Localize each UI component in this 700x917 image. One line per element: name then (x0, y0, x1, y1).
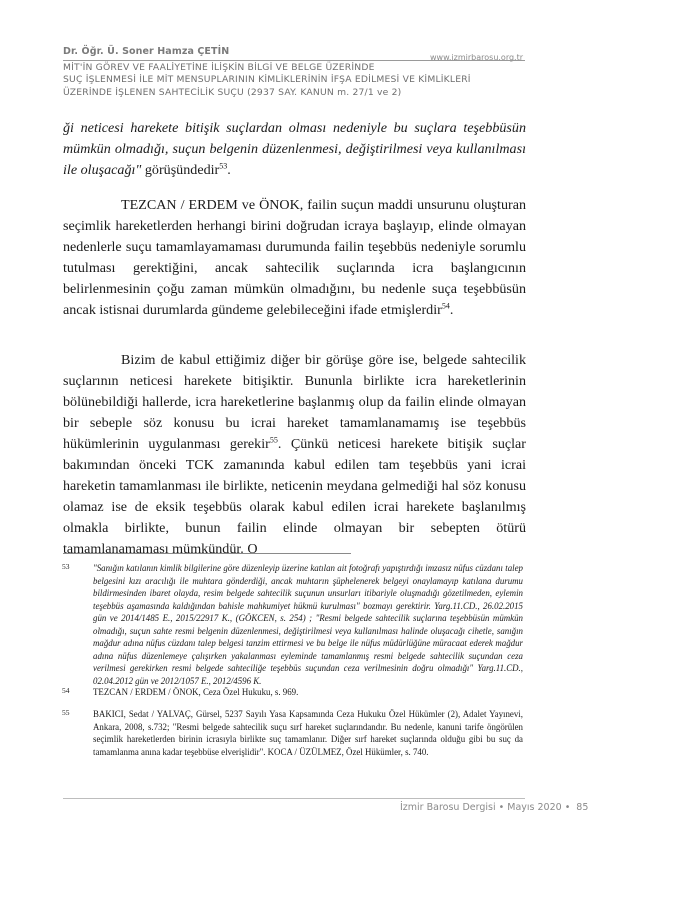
section-title-line-3: ÜZERİNDE İŞLENEN SAHTECİLİK SUÇU (2937 SAY. KANUN m. 27/1 ve 2) (63, 86, 402, 98)
quoted-passage: ği neticesi harekete bitişik suçlardan olması nedeniyle bu suçlara teşebbüsün mümkün olmadığı, suçun belgenin düzenlenmesi, değiştirilmesi veya kullanılması ile oluşacağı" (63, 120, 526, 178)
footnote-number: 54 (62, 686, 70, 695)
footnote-text: TEZCAN / ERDEM / ÖNOK, Ceza Özel Hukuku, s. 969. (93, 687, 299, 697)
paragraph-3-text-b: . Çünkü neticesi harekete bitişik suçlar bakımından önceki TCK zamanında kabul edilen tam teşebbüs yani icrai hareketin tamamlanması ile birlikte, neticenin meydana gelmediği hal söz konusu olamaz ise de eksik teşebbüs olarak kabul edilen icrai harekete başlanılmış olmakla birlikte, bunun failin elinde olmayan bir sebepten ötürü tamamlanamaması mümkündür. O (63, 436, 526, 557)
paragraph-1 (63, 118, 526, 181)
paragraph-1-text: görüşündedir (141, 162, 220, 178)
website-link[interactable]: www.izmirbarosu.org.tr (430, 53, 524, 62)
footnote-54 (63, 686, 523, 699)
paragraph-2-end: . (449, 302, 454, 318)
footnote-text: "Sanığın katılanın kimlik bilgilerine göre düzenleyip üzerine katılan ait fotoğrafı yapıştırdığı imzasız nüfus cüzdanı talep belgesini kızı aracılığı ile muhtara gönderdiği, ancak muhtarın şüphelenerek belgeyi onaylamayıp katılana durumu bildirmesinden ibaret olayda, resim belgede sahtecilik suçunun unsurları itibariyle oluşmadığı gözetilmeden, eylemin teşebbüs aşamasında kaldığından bahisle mahkumiyet hükmü kurulması" bozmayı gerektirir. Yarg.11.CD., 26.02.2015 gün ve 2014/1485 E., 2015/22917 K., (GÖKCEN, s. 254) ; "Resmi belgede sahtecilik suçlarına teşebbüsün mümkün olmadığı, suçun sahte resmi belgenin düzenlenmesi, değiştirilmesi veya kullanılması halinde oluşacağı cihetle, sanığın mağdur adına nüfus cüzdanı talep belgesi tanzim ettirmesi ve bu belge ile nüfus müdürlüğüne müracaat ederek mağdur adına nüfus düzenlemeye çalışırken yakalanması eyleminde tamamlanmış resmi belgede sahtecilik suçundan ceza verilmesi gerekirken resmi belgede sahteciliğe teşebbüs suçundan ceza verilmesinin doğru olmadığı" Yarg.11.CD., 02.04.2012 gün ve 2012/1057 E., 2012/4596 K. (93, 563, 523, 686)
paragraph-2 (63, 195, 526, 321)
footer-divider (63, 798, 525, 799)
footnote-ref-55[interactable]: 55 (269, 435, 278, 445)
paragraph-1-end: . (227, 162, 231, 178)
footnote-text: BAKICI, Sedat / YALVAÇ, Gürsel, 5237 Sayılı Yasa Kapsamında Ceza Hukuku Özel Hükümler (2), Adalet Yayınevi, Ankara, 2008, s.732; "Resmi belgede sahtecilik suçu sırf hareket suçlarındandır. Bu nedenle, kanuni tarife öngörülen seçimlik hareketlerden birinin icrasıyla birlikte suç tamamlanır. Diğer sırf hareket suçlarında olduğu gibi bu suç da tamamlanma anına kadar teşebbüse elverişlidir". KOCA / ÜZÜLMEZ, Özel Hükümler, s. 740. (93, 709, 523, 757)
page-number: 85 (576, 802, 589, 813)
section-title (63, 62, 533, 99)
footnote-number: 53 (62, 562, 70, 571)
footnote-53 (63, 562, 523, 687)
paragraph-2-text: TEZCAN / ERDEM ve ÖNOK, failin suçun maddi unsurunu oluşturan seçimlik hareketlerden herhangi birini doğrudan icraya başlayıp, elinde olmayan nedenlerle suçu tamamlayamaması durumunda failin teşebbüs nedeniyle sorumlu tutulması gerektiğini, ancak sahtecilik suçlarında icra başlangıcının belirlenmesinin çoğu zaman mümkün olmadığını, bu nedenle suça teşebbüsün ancak istisnai durumlarda gündeme gelebileceğini ifade etmişlerdir (63, 197, 526, 318)
paragraph-3 (63, 350, 526, 560)
section-title-line-2: SUÇ İŞLENMESİ İLE MİT MENSUPLARININ KİMLİKLERİNİN İFŞA EDİLMESİ VE KİMLİKLERİ (63, 74, 471, 86)
header-divider (63, 60, 525, 61)
page-footer (400, 802, 589, 813)
section-title-line-1: MİT'İN GÖREV VE FAALİYETİNE İLİŞKİN BİLGİ VE BELGE ÜZERİNDE (63, 62, 375, 73)
footnote-divider (63, 553, 351, 554)
footnote-ref-54[interactable]: 54 (441, 301, 450, 311)
author-name: Dr. Öğr. Ü. Soner Hamza ÇETİN (63, 46, 230, 57)
footnote-number: 55 (62, 708, 70, 717)
journal-name: İzmir Barosu Dergisi • Mayıs 2020 • (400, 802, 571, 813)
paragraph-3-text-a: Bizim de kabul ettiğimiz diğer bir görüşe göre ise, belgede sahtecilik suçlarının neticesi harekete bitişiktir. Bununla birlikte icra hareketlerinin bölünebildiği hallerde, icra hareketlerine başlanmış olup da failin elinde olmayan bir sebeple söz konusu bu icrai hareket tamamlanamamış ise teşebbüs hükümlerinin uygulanması gerekir (63, 352, 526, 452)
footnote-55 (63, 708, 523, 758)
footnote-ref-53[interactable]: 53 (219, 161, 228, 171)
